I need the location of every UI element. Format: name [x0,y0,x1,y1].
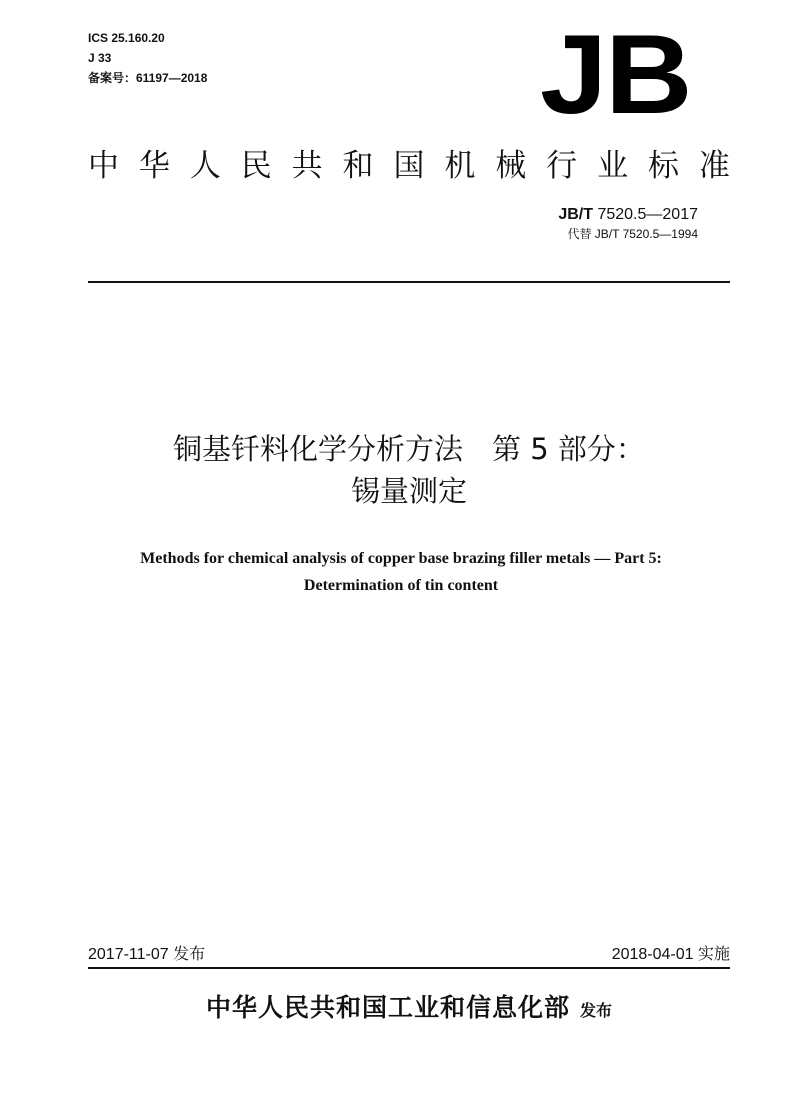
category-char: 机 [444,148,476,184]
bottom-divider [88,967,730,969]
category-char: 人 [189,148,221,184]
category-char: 国 [393,148,425,184]
category-char: 械 [495,148,527,184]
category-char: 业 [597,148,629,184]
standard-number-prefix: JB/T [558,206,594,223]
ics-code: ICS 25.160.20 [88,31,165,45]
filing-number: 备案号：61197—2018 [88,71,208,85]
english-title-line2: Determination of tin content [303,577,499,594]
category-char: 和 [342,148,374,184]
issuing-authority [88,990,730,1029]
replaces-standard: 代替 JB/T 7520.5—1994 [567,227,698,241]
category-char: 中 [88,148,119,184]
chinese-title-line2: 锡量测定 [350,474,467,508]
category-char: 民 [240,148,272,184]
document-codes [88,28,207,88]
standard-number-rest: 7520.5—2017 [593,206,698,223]
standard-category-title [88,144,730,188]
standard-number [558,204,698,226]
ccs-code: J 33 [88,51,112,65]
implementation-date: 2018-04-01 实施 [611,946,730,963]
english-title-line1: Methods for chemical analysis of copper base brazing filler metals — Part 5: [140,550,662,567]
english-title [60,545,742,599]
category-char: 华 [138,148,170,184]
category-char: 标 [647,148,679,184]
issue-date: 2017-11-07 发布 [88,946,206,963]
issuer-name: 中华人民共和国工业和信息化部 [205,993,570,1022]
chinese-title-line1: 铜基钎料化学分析方法 第 5 部分： [173,432,645,466]
chinese-title [88,428,730,512]
category-char: 行 [546,148,578,184]
jb-logo: JB [540,12,691,137]
issuer-action: 发布 [580,1001,613,1020]
category-char: 准 [698,148,730,184]
category-char: 共 [291,148,323,184]
top-divider [88,281,730,283]
standard-number-block [558,204,698,242]
